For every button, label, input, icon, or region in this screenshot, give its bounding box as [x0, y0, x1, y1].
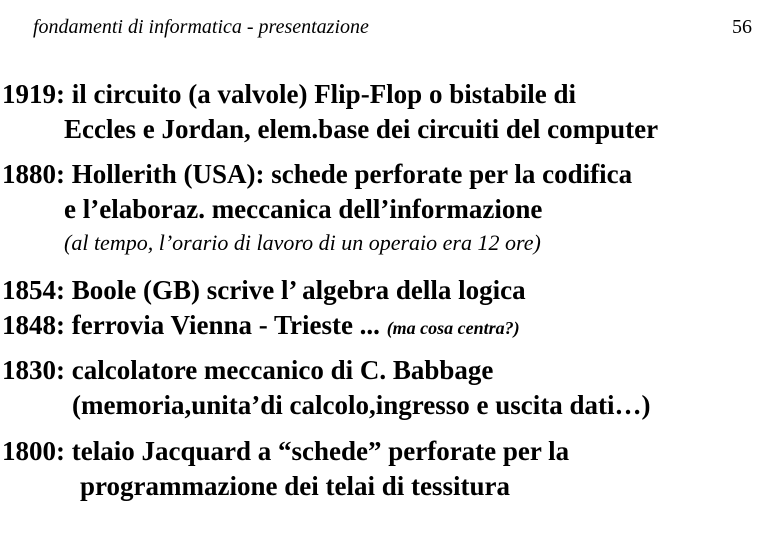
entry-1919-line2: Eccles e Jordan, elem.base dei circuiti del computer [64, 114, 659, 144]
entry-1880-line2: e l’elaboraz. meccanica dell’informazione [64, 194, 543, 224]
entry-1800-line1: 1800: telaio Jacquard a “schede” perforate per la [2, 436, 570, 466]
entry-1854-line1: 1854: Boole (GB) scrive l’ algebra della logica [2, 275, 526, 305]
entry-1830-line2: (memoria,unita’di calcolo,ingresso e uscita dati…) [72, 390, 651, 420]
entry-1880-line1: 1880: Hollerith (USA): schede perforate per la codifica [2, 159, 633, 189]
entry-1919-line1: 1919: il circuito (a valvole) Flip-Flop o bistabile di [2, 79, 576, 109]
entry-1848-inline-note: (ma cosa centra?) [386, 318, 520, 338]
entry-1848-text: 1848: ferrovia Vienna - Trieste ... [2, 310, 380, 340]
entry-1800-line2: programmazione dei telai di tessitura [80, 471, 510, 501]
page-number: 56 [732, 16, 752, 38]
entry-1880-note: (al tempo, l’orario di lavoro di un operaio era 12 ore) [64, 230, 541, 255]
entry-1848-line [2, 309, 520, 344]
entry-1830-line1: 1830: calcolatore meccanico di C. Babbage [2, 355, 494, 385]
header-title: fondamenti di informatica - presentazione [33, 16, 369, 38]
